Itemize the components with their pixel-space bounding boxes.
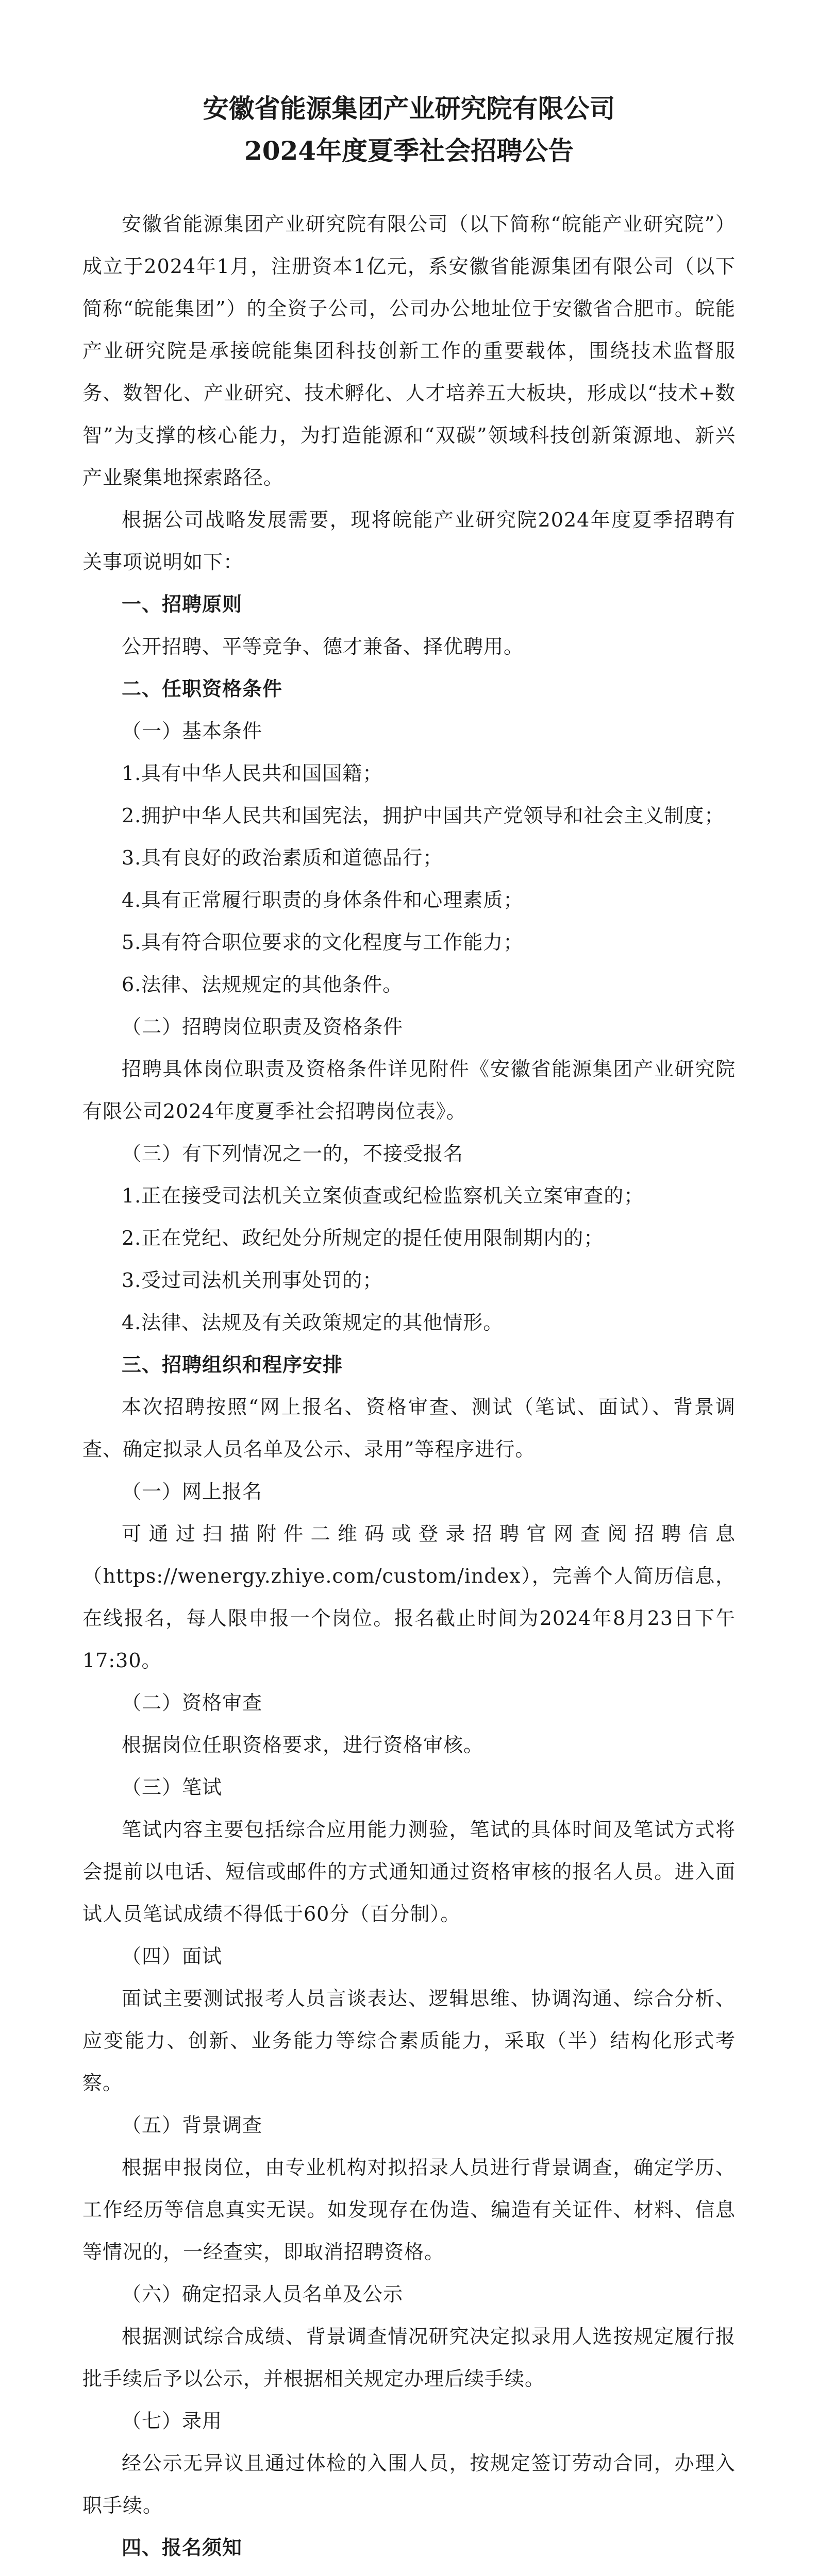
basic-condition-3: 3.具有良好的政治素质和道德品行；: [122, 846, 443, 869]
section-heading-procedure: 三、招聘组织和程序安排: [122, 1353, 343, 1376]
employment-text: 经公示无异议且通过体检的入围人员，按规定签订劳动合同，办理入职手续。: [82, 2452, 736, 2517]
subheading-position-duties: （二）招聘岗位职责及资格条件: [122, 1015, 404, 1038]
exclusion-3: 3.受过司法机关刑事处罚的；: [122, 1269, 383, 1292]
subheading-qualification-review: （二）资格审查: [122, 1691, 263, 1714]
note-1: [82, 2569, 736, 2576]
intro-paragraph-2: 根据公司战略发展需要，现将皖能产业研究院2024年度夏季招聘有关事项说明如下：: [82, 509, 736, 573]
page-title-line-1: 安徽省能源集团产业研究院有限公司: [203, 93, 615, 124]
subheading-publicity: （六）确定招录人员名单及公示: [122, 2283, 404, 2306]
subheading-interview: （四）面试: [122, 1945, 223, 1968]
basic-condition-4: 4.具有正常履行职责的身体条件和心理素质；: [122, 889, 524, 911]
exclusion-1: 1.正在接受司法机关立案侦查或纪检监察机关立案审查的；: [122, 1184, 644, 1207]
section-heading-notes: 四、报名须知: [122, 2536, 243, 2559]
subheading-basic-conditions: （一）基本条件: [122, 720, 263, 742]
exclusion-2: 2.正在党纪、政纪处分所规定的提任使用限制期内的；: [122, 1227, 604, 1249]
procedure-intro: 本次招聘按照“网上报名、资格审查、测试（笔试、面试）、背景调查、确定拟录人员名单及公示、录用”等程序进行。: [82, 1396, 736, 1461]
position-duties-text: 招聘具体岗位职责及资格条件详见附件《安徽省能源集团产业研究院有限公司2024年度夏季社会招聘岗位表》。: [82, 1058, 736, 1123]
publicity-text: 根据测试综合成绩、背景调查情况研究决定拟录用人选按规定履行报批手续后予以公示，并根据相关规定办理后续手续。: [82, 2325, 736, 2390]
section-heading-qualifications: 二、任职资格条件: [122, 677, 283, 700]
subheading-online-registration: （一）网上报名: [122, 1480, 263, 1503]
subheading-exclusions: （三）有下列情况之一的，不接受报名: [122, 1142, 464, 1165]
page-title-line-2: 2024年度夏季社会招聘公告: [244, 135, 574, 166]
subheading-written-test: （三）笔试: [122, 1776, 223, 1799]
section-heading-principles: 一、招聘原则: [122, 592, 243, 616]
background-check-text: 根据申报岗位，由专业机构对拟招录人员进行背景调查，确定学历、工作经历等信息真实无误。如发现存在伪造、编造有关证件、材料、信息等情况的，一经查实，即取消招聘资格。: [82, 2156, 736, 2263]
subheading-background-check: （五）背景调查: [122, 2114, 263, 2137]
exclusion-4: 4.法律、法规及有关政策规定的其他情形。: [122, 1311, 504, 1334]
basic-condition-5: 5.具有符合职位要求的文化程度与工作能力；: [122, 931, 524, 954]
online-registration-text: 可通过扫描附件二维码或登录招聘官网查阅招聘信息（https://wenergy.zhiye.com/custom/index），完善个人简历信息，在线报名，每人限申报一个岗位。报名截止时间为2024年8月23日下午17:30。: [82, 1522, 736, 1672]
intro-paragraph-1: 安徽省能源集团产业研究院有限公司（以下简称“皖能产业研究院”）成立于2024年1月，注册资本1亿元，系安徽省能源集团有限公司（以下简称“皖能集团”）的全资子公司，公司办公地址位于安徽省合肥市。皖能产业研究院是承接皖能集团科技创新工作的重要载体，围绕技术监督服务、数智化、产业研究、技术孵化、人才培养五大板块，形成以“技术+数智”为支撑的核心能力，为打造能源和“双碳”领域科技创新策源地、新兴产业聚集地探索路径。: [82, 213, 736, 489]
basic-condition-6: 6.法律、法规规定的其他条件。: [122, 973, 403, 996]
subheading-employment: （七）录用: [122, 2410, 223, 2432]
basic-condition-1: 1.具有中华人民共和国国籍；: [122, 762, 383, 785]
basic-condition-2: 2.拥护中华人民共和国宪法，拥护中国共产党领导和社会主义制度；: [122, 804, 725, 827]
principles-text: 公开招聘、平等竞争、德才兼备、择优聘用。: [122, 635, 524, 658]
title-block: [82, 88, 736, 172]
interview-text: 面试主要测试报考人员言谈表达、逻辑思维、协调沟通、综合分析、应变能力、创新、业务能力等综合素质能力，采取（半）结构化形式考察。: [82, 1987, 736, 2094]
written-test-text: 笔试内容主要包括综合应用能力测验，笔试的具体时间及笔试方式将会提前以电话、短信或邮件的方式通知通过资格审核的报名人员。进入面试人员笔试成绩不得低于60分（百分制）。: [82, 1818, 736, 1925]
qualification-review-text: 根据岗位任职资格要求，进行资格审核。: [122, 1734, 484, 1756]
